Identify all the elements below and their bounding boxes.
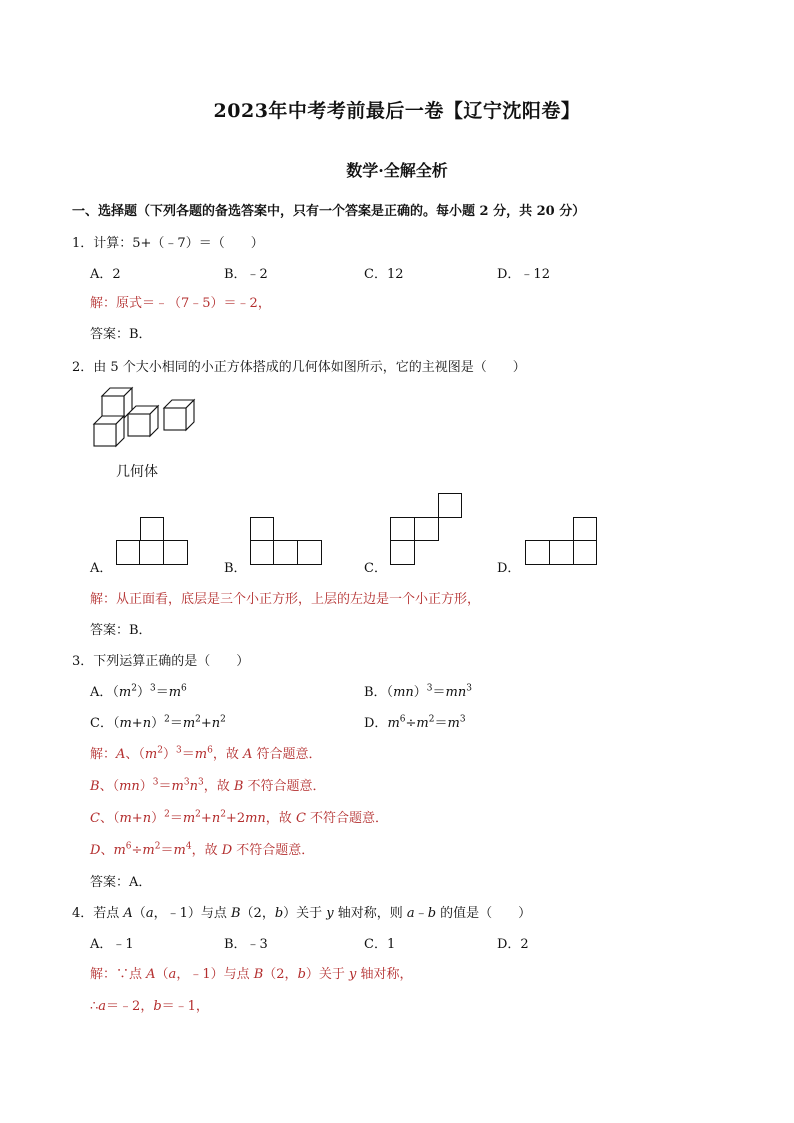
q3-option-a: A．$(m^2)^3=m^6$ [90, 683, 187, 700]
q2-option-b-label: B． [224, 561, 247, 576]
page-title: 2023年中考考前最后一卷【辽宁沈阳卷】 [213, 100, 581, 122]
page-subtitle: 数学·全解全析 [346, 161, 448, 180]
q3-solution-b: B、$(mn)^3=m^3n^3$，故 B 不符合题意． [90, 777, 326, 794]
q4-option-b: B．﹣3 [224, 937, 268, 952]
section-heading: 一、选择题（下列各题的备选答案中，只有一个答案是正确的。每小题 2 分，共 20 分） [72, 204, 586, 219]
q2-option-c-label: C． [364, 561, 387, 576]
q3-solution-a: 解：A、$(m^2)^3=m^6$，故 A 符合题意． [90, 745, 322, 762]
q3-option-c: C．$(m+n)^2=m^2+n^2$ [90, 714, 226, 731]
q1-solution: 解：原式＝﹣（7﹣5）＝﹣2， [90, 296, 271, 311]
q3-option-d: D．$m^6\div m^2=m^3$ [364, 714, 466, 731]
q1-option-b: B．﹣2 [224, 267, 268, 282]
q4-option-d: D．2 [497, 937, 529, 952]
q3-solution-d: D、$m^6\div m^2=m^4$，故 D 不符合题意． [90, 841, 315, 858]
q1-option-a: A．2 [90, 267, 121, 282]
q4-option-c: C．1 [364, 937, 396, 952]
q4-stem: 4．若点 A（a，﹣1）与点 B（2，b）关于 y 轴对称，则 a﹣b 的值是（ ） [72, 906, 532, 921]
q4-option-a: A．﹣1 [90, 937, 134, 952]
q1-stem: 1．计算：5+（﹣7）＝（ ） [72, 236, 264, 251]
cube-solid-figure [88, 384, 218, 456]
q2-option-a-label: A． [90, 561, 113, 576]
q4-solution-line2: ∴a＝﹣2，b＝﹣1， [90, 999, 209, 1014]
q2-answer: 答案：B． [90, 623, 152, 638]
figure-caption: 几何体 [116, 464, 158, 480]
q2-option-d-label: D． [497, 561, 521, 576]
q2-stem: 2．由 5 个大小相同的小正方体搭成的几何体如图所示，它的主视图是（ ） [72, 360, 526, 375]
q3-answer: 答案：A． [90, 875, 152, 890]
q1-answer: 答案：B． [90, 327, 152, 342]
q3-solution-c: C、$(m+n)^2=m^2+n^2+2mn$，故 C 不符合题意． [90, 809, 389, 826]
q3-stem: 3．下列运算正确的是（ ） [72, 654, 250, 669]
q1-option-c: C．12 [364, 267, 404, 282]
q3-option-b: B．$(mn)^3=mn^3$ [364, 683, 472, 700]
q4-solution-line1: 解：∵点 A（a，﹣1）与点 B（2，b）关于 y 轴对称， [90, 967, 413, 982]
q1-option-d: D．﹣12 [497, 267, 550, 282]
q2-solution: 解：从正面看，底层是三个小正方形，上层的左边是一个小正方形， [90, 592, 481, 607]
